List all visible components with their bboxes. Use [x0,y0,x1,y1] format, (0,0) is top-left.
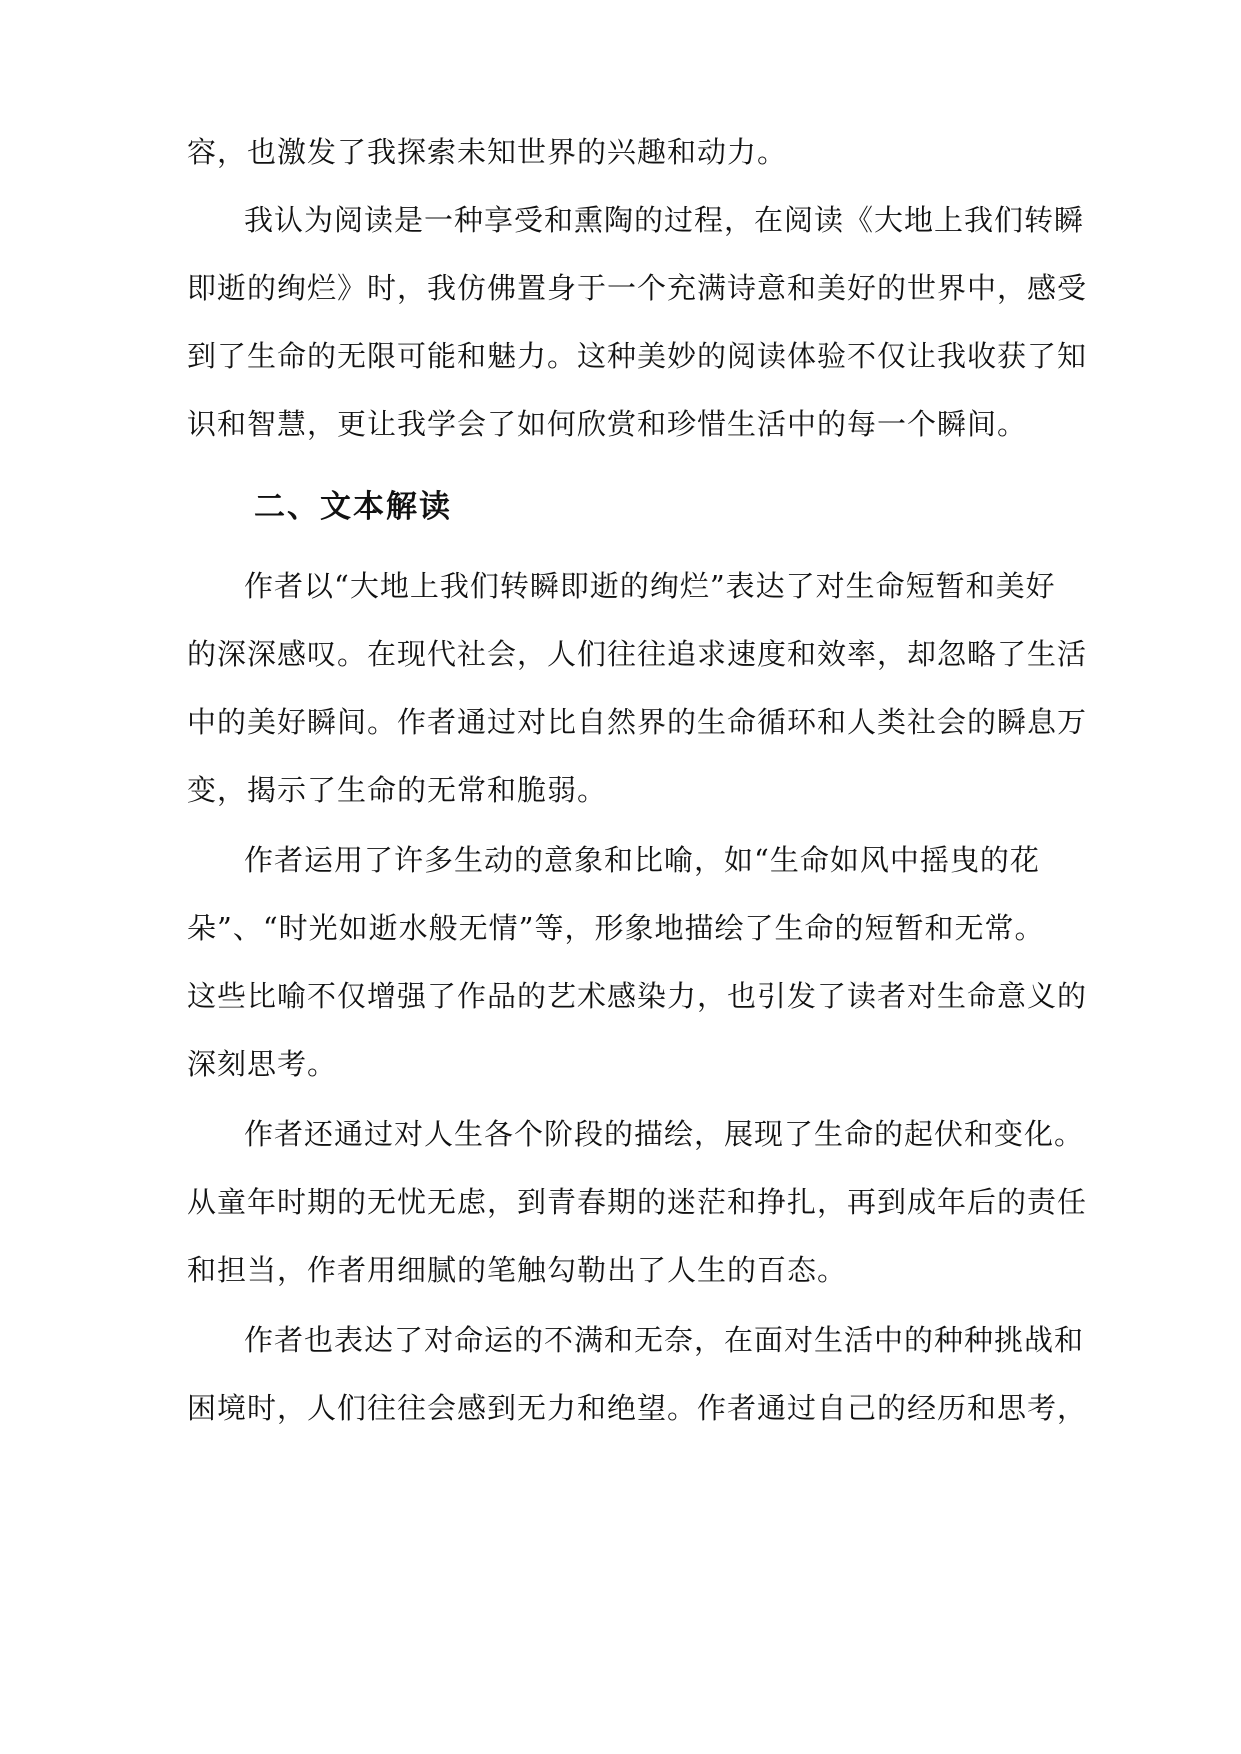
paragraph-line: 深刻思考。 [187,1047,338,1081]
paragraph-line: 我认为阅读是一种享受和熏陶的过程，在阅读《大地上我们转瞬 [244,203,1085,237]
paragraph-line: 朵”、“时光如逝水般无情”等，形象地描绘了生命的短暂和无常。 [187,911,1045,945]
paragraph-line: 的深深感叹。在现代社会，人们往往追求速度和效率，却忽略了生活 [187,637,1088,671]
paragraph-line: 变，揭示了生命的无常和脆弱。 [187,773,608,807]
paragraph-line: 作者运用了许多生动的意象和比喻，如“生命如风中摇曳的花 [244,843,1040,877]
paragraph-line: 容，也激发了我探索未知世界的兴趣和动力。 [187,135,788,169]
paragraph-line: 作者还通过对人生各个阶段的描绘，展现了生命的起伏和变化。 [244,1117,1085,1151]
paragraph-line: 作者也表达了对命运的不满和无奈，在面对生活中的种种挑战和 [244,1323,1085,1357]
section-heading: 二、文本解读 [254,489,452,525]
paragraph-line: 作者以“大地上我们转瞬即逝的绚烂”表达了对生命短暂和美好 [244,569,1056,603]
paragraph-line: 中的美好瞬间。作者通过对比自然界的生命循环和人类社会的瞬息万 [187,705,1088,739]
paragraph-line: 即逝的绚烂》时，我仿佛置身于一个充满诗意和美好的世界中，感受 [187,271,1088,305]
paragraph-line: 从童年时期的无忧无虑，到青春期的迷茫和挣扎，再到成年后的责任 [187,1185,1088,1219]
paragraph-line: 困境时，人们往往会感到无力和绝望。作者通过自己的经历和思考， [187,1391,1088,1425]
paragraph-line: 识和智慧，更让我学会了如何欣赏和珍惜生活中的每一个瞬间。 [187,407,1028,441]
paragraph-line: 到了生命的无限可能和魅力。这种美妙的阅读体验不仅让我收获了知 [187,339,1088,373]
paragraph-line: 这些比喻不仅增强了作品的艺术感染力，也引发了读者对生命意义的 [187,979,1088,1013]
paragraph-line: 和担当，作者用细腻的笔触勾勒出了人生的百态。 [187,1253,848,1287]
